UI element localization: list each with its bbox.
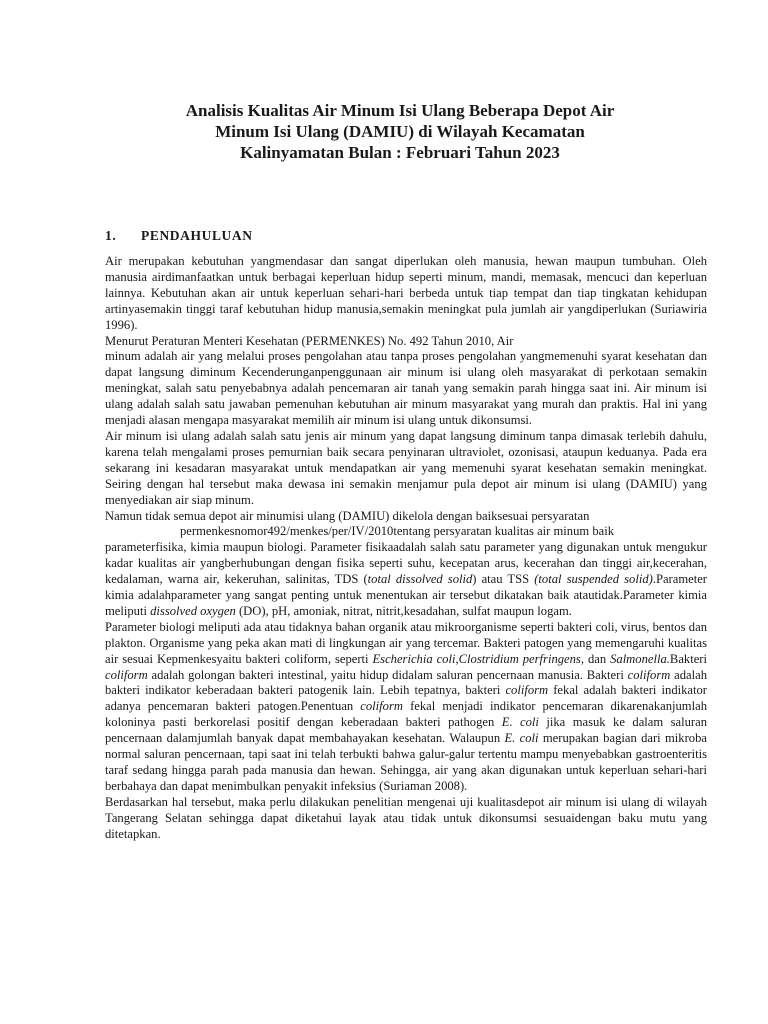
paragraph-5-text-d: (DO), pH, amoniak, nitrat, nitrit,kesadahan, sulfat maupun logam.	[235, 603, 572, 618]
paragraph-6-text-b: dan	[583, 651, 611, 666]
term-tds: total dissolved solid	[367, 572, 473, 587]
paragraph-2: Menurut Peraturan Menteri Kesehatan (PERMENKES) No. 492 Tahun 2010, Air	[105, 333, 514, 348]
title-line-3: Kalinyamatan Bulan : Februari Tahun 2023	[240, 143, 560, 162]
paragraph-5-text-b: ) atau TSS	[472, 572, 535, 587]
body-text	[105, 254, 707, 843]
paragraph-5-text-c: .Parameter kimia adalahparameter yang sangat penting untuk menentukan air tersebut dikatakan baik atautidak.Parameter kimia meliputi	[105, 572, 708, 618]
term-tss: (total suspended solid)	[534, 572, 653, 587]
term-coliform-4: coliform	[360, 699, 403, 714]
term-coliform-1: coliform	[105, 667, 148, 682]
paragraph-5-line-2: permenkesnomor492/menkes/per/IV/2010tentang persyaratan kualitas air minum baik	[180, 524, 615, 539]
paragraph-7: Berdasarkan hal tersebut, maka perlu dilakukan penelitian mengenai uji kualitasdepot air minum isi ulang di wilayah Tangerang Selatan sehingga dapat diketahui layak atau tidak untuk dikonsumsi sesuaidengan baku mutu yang ditetapkan.	[105, 794, 707, 841]
term-escherichia-coli: Escherichia coli,Clostridium perfringens,	[372, 651, 584, 666]
paragraph-6-text-f: fekal adalah bakteri indikator adanya pencemaran bakteri patogen.Penentuan	[105, 683, 707, 714]
term-dissolved-oxygen: dissolved oxygen	[150, 603, 236, 618]
paragraph-6-text-h: jika masuk ke dalam saluran pencernaan dalamjumlah banyak dapat membahayakan kesehatan. Walaupun	[105, 715, 707, 746]
term-coliform-3: coliform	[505, 683, 549, 698]
paragraph-6-text-d: adalah golongan bakteri intestinal, yaitu hidup didalam saluran pencernaan manusia. Bakteri	[147, 667, 628, 682]
term-coliform-2: coliform	[627, 667, 671, 682]
paragraph-4: Air minum isi ulang adalah salah satu jenis air minum yang dapat langsung diminum tanpa dimasak terlebih dahulu, karena telah mengalami proses pemurnian baik secara penyinaran ultraviolet, ozonisasi, ataupun keduanya. Pada era sekarang ini kesadaran masyarakat untuk mendapatkan air yang memenuhi syarat kesehatan semakin meningkat. Seiring dengan hal tersebut maka dewasa ini semakin menjamur pula depot air minum isi ulang (DAMIU) yang menyediakan air siap minum.	[105, 428, 707, 507]
paragraph-1: Air merupakan kebutuhan yangmendasar dan sangat diperlukan oleh manusia, hewan maupun tumbuhan. Oleh manusia airdimanfaatkan untuk berbagai keperluan hidup seperti minum, mandi, memasak, mencuci dan keperluan lainnya. Kebutuhan akan air untuk keperluan sehari-hari berbeda untuk tiap tempat dan tiap tingkatan kehidupan artinyasemakin tinggi taraf kebutuhan hidup manusia,semakin meningkat pula jumlah air yangdiperlukan (Suriawiria 1996).	[105, 254, 707, 332]
document-title	[100, 100, 700, 163]
term-e-coli-1: E. coli	[501, 715, 539, 730]
paragraph-5-text-a: parameterfisika, kimia maupun biologi. Parameter fisikaadalah salah satu parameter yang digunakan untuk mengukur kadar kualitas air yangberhubungan dengan fisika seperti suhu, kecepatan arus, kecerahan dan tinggi air,kecerahan, kedalaman, warna air, kekeruhan, salinitas, TDS (	[105, 540, 707, 587]
section-title: PENDAHULUAN	[141, 228, 253, 243]
paragraph-3: minum adalah air yang melalui proses pengolahan atau tanpa proses pengolahan yangmemenuhi syarat kesehatan dan dapat langsung diminum Kecenderunganpenggunaan air minum isi ulang oleh masyarakat di perkotaan semakin meningkat, salah satu penyebabnya adalah pencemaran air tanah yang semakin parah hingga saat ini. Air minum isi ulang adalah salah satu jawaban pemenuhan kebutuhan air minum masyarakat yang murah dan praktis. Hal ini yang menjadi alasan mengapa masyarakat memilih air minum isi ulang untuk dikonsumsi.	[105, 349, 707, 428]
paragraph-6-text-i: merupakan bagian dari mikroba normal saluran pencernaan, tapi saat ini telah terbukti bahwa galur-galur tertentu mampu menyebabkan gastroenteritis taraf sedang hingga parah pada manusia dan hewan. Sehingga, air yang akan digunakan untuk keperluan sehari-hari berbahaya dan dapat menimbulkan penyakit infeksius (Suriaman 2008).	[105, 731, 707, 793]
title-line-1: Analisis Kualitas Air Minum Isi Ulang Beberapa Depot Air	[185, 101, 615, 120]
section-heading	[105, 228, 253, 244]
section-number: 1.	[105, 228, 117, 243]
paragraph-5-line-1: Namun tidak semua depot air minumisi ulang (DAMIU) dikelola dengan baiksesuai persyaratan	[105, 508, 590, 523]
term-salmonella: Salmonella.	[610, 651, 670, 666]
paragraph-6	[105, 620, 707, 795]
term-e-coli-2: E. coli	[504, 731, 539, 746]
paragraph-6-text-g: fekal menjadi indikator pencemaran dikarenakanjumlah koloninya pasti berkorelasi positif dengan keberadaan bakteri pathogen	[105, 699, 707, 730]
paragraph-6-text-e: adalah bakteri indikator keberadaan bakteri patogenik lain. Lebih tepatnya, bakteri	[105, 667, 707, 698]
paragraph-6-text-a: Parameter biologi meliputi ada atau tidaknya bahan organik atau mikroorganisme seperti bakteri coli, virus, bentos dan plakton. Organisme yang peka akan mati di lingkungan air yang tercemar. Bakteri patogen yang memengaruhi kualitas air sesuai Kepmenkesyaitu bakteri coliform, seperti	[105, 619, 707, 666]
paragraph-5	[105, 509, 707, 620]
paragraph-6-text-c: Bakteri	[669, 651, 707, 666]
title-line-2: Minum Isi Ulang (DAMIU) di Wilayah Kecamatan	[215, 122, 585, 141]
